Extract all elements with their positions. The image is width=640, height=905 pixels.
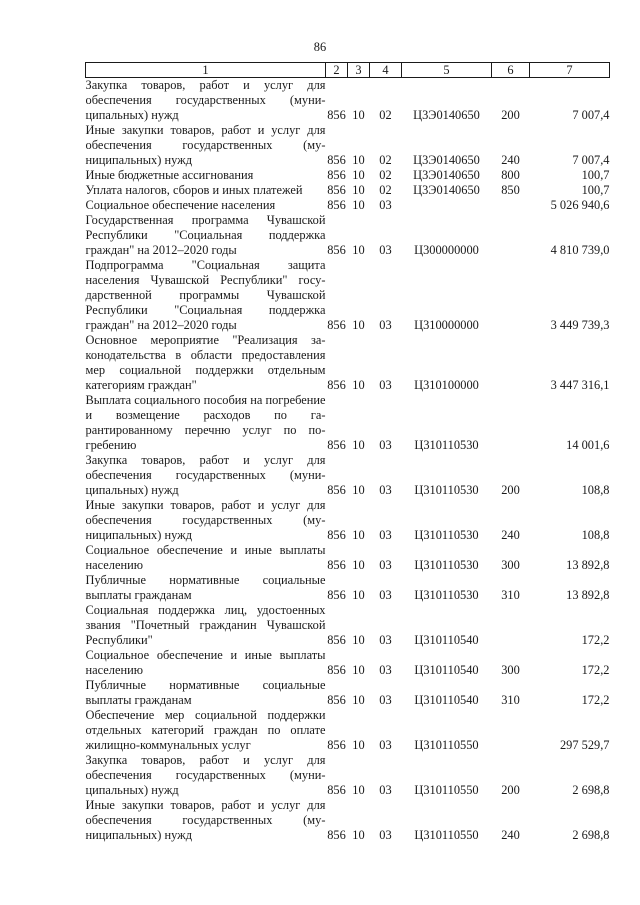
amount: 3 447 316,1	[550, 378, 610, 392]
section-code: 10	[352, 528, 365, 542]
ministry-code: 856	[327, 318, 346, 332]
table-row	[86, 198, 610, 213]
column-header-row	[86, 63, 610, 78]
expense-type-code: 200	[501, 483, 520, 497]
subsection-code: 03	[379, 633, 392, 647]
ministry-code: 856	[327, 378, 346, 392]
table-row	[86, 603, 610, 648]
target-article-code: Ц310110550	[414, 828, 479, 842]
item-name: Социальное обеспечение и иные выплаты населению	[85, 648, 326, 677]
target-article-code: Ц3Э0140650	[413, 183, 480, 197]
item-name: Публичные нормативные социальные выплаты гражданам	[85, 573, 326, 602]
section-code: 10	[352, 243, 365, 257]
subsection-code: 02	[379, 183, 392, 197]
amount: 172,2	[581, 663, 610, 677]
column-header-3: 3	[348, 63, 370, 78]
section-code: 10	[352, 168, 365, 182]
amount: 13 892,8	[566, 588, 610, 602]
section-code: 10	[352, 633, 365, 647]
ministry-code: 856	[327, 558, 346, 572]
item-name: Иные закупки товаров, работ и услуг для обеспечения государственных (муниципальных) нужд	[85, 498, 326, 542]
ministry-code: 856	[327, 198, 346, 212]
subsection-code: 02	[379, 153, 392, 167]
subsection-code: 02	[379, 108, 392, 122]
ministry-code: 856	[327, 738, 346, 752]
subsection-code: 03	[379, 783, 392, 797]
section-code: 10	[352, 588, 365, 602]
subsection-code: 03	[379, 483, 392, 497]
expense-type-code	[492, 393, 530, 453]
column-header-6: 6	[492, 63, 530, 78]
amount: 108,8	[581, 528, 610, 542]
item-name: Подпрограмма "Социальная защита населения Чувашской Республики" государственной программы Чувашской Республики "Социальная поддержка граждан" на 2012–2020 годы	[85, 258, 326, 332]
item-name: Закупка товаров, работ и услуг для обеспечения государственных (муниципальных) нужд	[85, 753, 326, 797]
target-article-code: Ц310110540	[414, 693, 479, 707]
table-row	[86, 213, 610, 258]
target-article-code: Ц310110530	[414, 528, 479, 542]
target-article-code: Ц310110540	[414, 663, 479, 677]
column-header-4: 4	[370, 63, 402, 78]
expense-type-code: 300	[501, 558, 520, 572]
table-row	[86, 168, 610, 183]
subsection-code: 03	[379, 588, 392, 602]
target-article-code: Ц310100000	[414, 378, 479, 392]
target-article-code	[402, 198, 492, 213]
target-article-code: Ц3Э0140650	[413, 168, 480, 182]
target-article-code: Ц3Э0140650	[413, 108, 480, 122]
table-row	[86, 123, 610, 168]
subsection-code: 03	[379, 828, 392, 842]
expense-type-code: 300	[501, 663, 520, 677]
item-name: Публичные нормативные социальные выплаты гражданам	[85, 678, 326, 707]
expense-type-code	[492, 333, 530, 393]
amount: 100,7	[581, 183, 610, 197]
amount: 5 026 940,6	[550, 198, 610, 212]
subsection-code: 03	[379, 378, 392, 392]
target-article-code: Ц300000000	[414, 243, 479, 257]
expense-type-code: 850	[501, 183, 520, 197]
item-name: Иные закупки товаров, работ и услуг для обеспечения государственных (муниципальных) нужд	[85, 123, 326, 167]
amount: 108,8	[581, 483, 610, 497]
section-code: 10	[352, 783, 365, 797]
expense-type-code: 200	[501, 783, 520, 797]
table-row	[86, 258, 610, 333]
section-code: 10	[352, 183, 365, 197]
ministry-code: 856	[327, 108, 346, 122]
table-row	[86, 393, 610, 453]
target-article-code: Ц310110530	[414, 438, 479, 452]
item-name: Социальное обеспечение и иные выплаты населению	[85, 543, 326, 572]
item-name: Выплата социального пособия на погребение и возмещение расходов по гарантированному перечню услуг по погребению	[85, 393, 326, 452]
item-name: Иные закупки товаров, работ и услуг для обеспечения государственных (муниципальных) нужд	[85, 798, 326, 842]
amount: 3 449 739,3	[550, 318, 610, 332]
expense-type-code: 310	[501, 588, 520, 602]
table-row	[86, 678, 610, 708]
section-code: 10	[352, 828, 365, 842]
ministry-code: 856	[327, 633, 346, 647]
expense-type-code: 240	[501, 153, 520, 167]
subsection-code: 03	[379, 693, 392, 707]
amount: 297 529,7	[559, 738, 610, 752]
table-row	[86, 78, 610, 124]
amount: 13 892,8	[566, 558, 610, 572]
subsection-code: 03	[379, 438, 392, 452]
ministry-code: 856	[327, 183, 346, 197]
section-code: 10	[352, 693, 365, 707]
amount: 172,2	[581, 693, 610, 707]
table-row	[86, 453, 610, 498]
amount: 172,2	[581, 633, 610, 647]
amount: 7 007,4	[572, 153, 610, 167]
expense-type-code: 310	[501, 693, 520, 707]
ministry-code: 856	[327, 783, 346, 797]
subsection-code: 03	[379, 528, 392, 542]
expense-type-code: 800	[501, 168, 520, 182]
target-article-code: Ц310000000	[414, 318, 479, 332]
ministry-code: 856	[327, 528, 346, 542]
target-article-code: Ц310110530	[414, 483, 479, 497]
ministry-code: 856	[327, 153, 346, 167]
ministry-code: 856	[327, 168, 346, 182]
ministry-code: 856	[327, 828, 346, 842]
table-row	[86, 798, 610, 843]
item-name: Обеспечение мер социальной поддержки отдельных категорий граждан по оплате жилищно-коммунальных услуг	[85, 708, 326, 752]
target-article-code: Ц310110540	[414, 633, 479, 647]
expense-type-code	[492, 258, 530, 333]
budget-table	[85, 62, 610, 843]
subsection-code: 03	[379, 738, 392, 752]
target-article-code: Ц3Э0140650	[413, 153, 480, 167]
amount: 14 001,6	[566, 438, 610, 452]
section-code: 10	[352, 198, 365, 212]
section-code: 10	[352, 318, 365, 332]
item-name: Социальное обеспечение населения	[85, 198, 276, 212]
expense-type-code	[492, 603, 530, 648]
column-header-1: 1	[86, 63, 326, 78]
item-name: Уплата налогов, сборов и иных платежей	[85, 183, 303, 197]
section-code: 10	[352, 153, 365, 167]
ministry-code: 856	[327, 243, 346, 257]
subsection-code: 03	[379, 318, 392, 332]
amount: 4 810 739,0	[550, 243, 610, 257]
column-header-2: 2	[326, 63, 348, 78]
amount: 2 698,8	[572, 783, 610, 797]
ministry-code: 856	[327, 588, 346, 602]
section-code: 10	[352, 378, 365, 392]
amount: 7 007,4	[572, 108, 610, 122]
expense-type-code: 240	[501, 828, 520, 842]
table-row	[86, 543, 610, 573]
item-name: Основное мероприятие "Реализация законодательства в области предоставления мер социальной поддержки отдельным категориям граждан"	[85, 333, 326, 392]
section-code: 10	[352, 483, 365, 497]
subsection-code: 03	[379, 198, 392, 212]
section-code: 10	[352, 663, 365, 677]
section-code: 10	[352, 108, 365, 122]
column-header-7: 7	[530, 63, 610, 78]
target-article-code: Ц310110550	[414, 738, 479, 752]
table-row	[86, 183, 610, 198]
item-name: Закупка товаров, работ и услуг для обеспечения государственных (муниципальных) нужд	[85, 453, 326, 497]
table-row	[86, 648, 610, 678]
column-header-5: 5	[402, 63, 492, 78]
item-name: Социальная поддержка лиц, удостоенных звания "Почетный гражданин Чувашской Республики"	[85, 603, 326, 647]
item-name: Закупка товаров, работ и услуг для обеспечения государственных (муниципальных) нужд	[85, 78, 326, 122]
subsection-code: 03	[379, 558, 392, 572]
ministry-code: 856	[327, 663, 346, 677]
amount: 2 698,8	[572, 828, 610, 842]
expense-type-code: 200	[501, 108, 520, 122]
expense-type-code	[492, 213, 530, 258]
table-row	[86, 573, 610, 603]
ministry-code: 856	[327, 693, 346, 707]
expense-type-code: 240	[501, 528, 520, 542]
expense-type-code	[492, 198, 530, 213]
table-row	[86, 753, 610, 798]
target-article-code: Ц310110530	[414, 558, 479, 572]
table-row	[86, 498, 610, 543]
ministry-code: 856	[327, 483, 346, 497]
section-code: 10	[352, 738, 365, 752]
table-row	[86, 333, 610, 393]
subsection-code: 03	[379, 243, 392, 257]
subsection-code: 02	[379, 168, 392, 182]
ministry-code: 856	[327, 438, 346, 452]
target-article-code: Ц310110550	[414, 783, 479, 797]
section-code: 10	[352, 438, 365, 452]
target-article-code: Ц310110530	[414, 588, 479, 602]
table-row	[86, 708, 610, 753]
page-number: 86	[313, 40, 327, 54]
subsection-code: 03	[379, 663, 392, 677]
amount: 100,7	[581, 168, 610, 182]
item-name: Иные бюджетные ассигнования	[85, 168, 254, 182]
item-name: Государственная программа Чувашской Республики "Социальная поддержка граждан" на 2012–2020 годы	[85, 213, 326, 257]
expense-type-code	[492, 708, 530, 753]
section-code: 10	[352, 558, 365, 572]
